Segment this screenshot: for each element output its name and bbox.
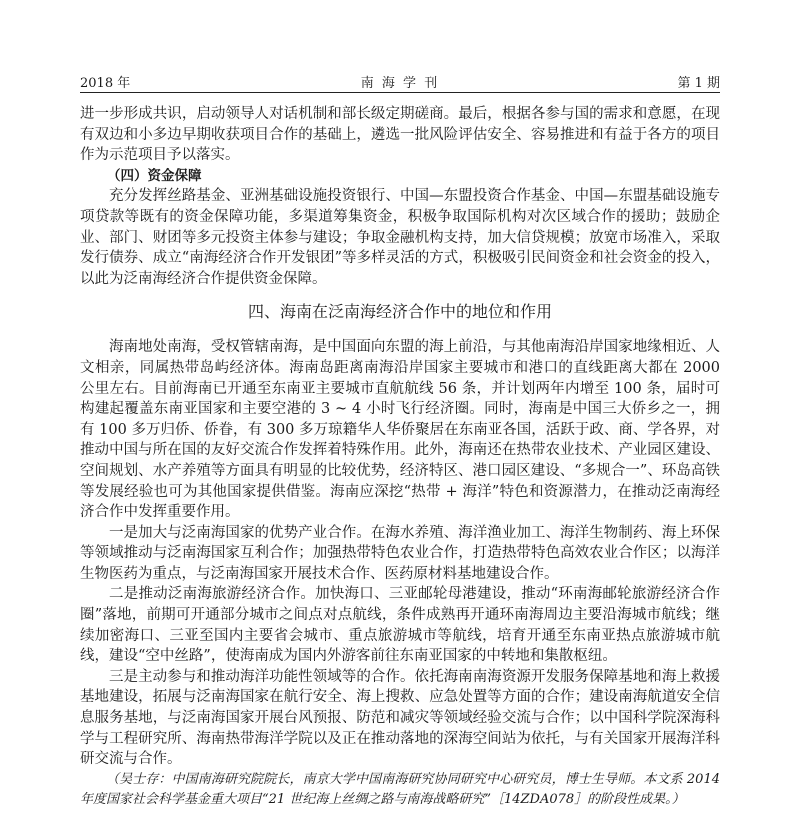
header-journal-title: 南 海 学 刊: [360, 76, 440, 91]
header-issue: 第 1 期: [677, 76, 720, 91]
header-year: 2018 年: [80, 76, 131, 91]
article-body: [80, 104, 720, 811]
position-paragraph: 海南地处南海，受权管辖南海，是中国面向东盟的海上前沿，与其他南海沿岸国家地缘相近、人文相亲，同属热带岛屿经济体。海南岛距离南海沿岸国家主要城市和港口的直线距离大都在 2000 公里左右。目前海南已开通至东南亚主要城市直航航线 56 条，并计划两年内增至 100 条，届时可构建起覆盖东南亚国家和主要空港的 3 ~ 4 小时飞行经济圈。同时，海南是中国三大侨乡之一，拥有 100 多万归侨、侨眷，有 300 多万琼籍华人华侨聚居在东南亚各国，活跃于政、商、学各界，对推动中国与所在国的友好交流合作发挥着特殊作用。此外，海南还在热带农业技术、产业园区建设、空间规划、水产养殖等方面具有明显的比较优势，经济特区、港口园区建设、“多规合一”、环岛高铁等发展经验也可为其他国家提供借鉴。海南应深挖“热带 + 海洋”特色和资源潜力，在推动泛南海经济合作中发挥重要作用。: [80, 339, 720, 521]
point-two-paragraph: 二是推动泛南海旅游经济合作。加快海口、三亚邮轮母港建设，推动“环南海邮轮旅游经济合作圈”落地，前期可开通部分城市之间点对点航线，条件成熟再开通环南海周边主要沿海城市航线；继续加密海口、三亚至国内主要省会城市、重点旅游城市等航线，培育开通至东南亚热点旅游城市航线，建设“空中丝路”，使海南成为国内外游客前往东南亚国家的中转地和集散枢纽。: [80, 586, 720, 665]
subsection-heading-funding: （四）资金保障: [107, 167, 202, 184]
running-header: [80, 72, 720, 93]
point-one-paragraph: 一是加大与泛南海国家的优势产业合作。在海水养殖、海洋渔业加工、海洋生物制药、海上环保等领域推动与泛南海国家互利合作；加强热带特色农业合作，打造热带特色高效农业合作区；以海洋生物医药为重点，与泛南海国家开展技术合作、医药原材料基地建设合作。: [80, 524, 720, 582]
point-three-paragraph: 三是主动参与和推动海洋功能性领域等的合作。依托海南南海资源开发服务保障基地和海上救援基地建设，拓展与泛南海国家在航行安全、海上搜救、应急处置等方面的合作；建设南海航道安全信息服务基地，与泛南海国家开展台风预报、防范和减灾等领域经验交流与合作；以中国科学院深海科学与工程研究所、海南热带海洋学院以及正在推动落地的深海空间站为依托，与有关国家开展海洋科研交流与合作。: [80, 668, 720, 768]
section-title: 四、海南在泛南海经济合作中的地位和作用: [247, 302, 552, 322]
funding-paragraph: 充分发挥丝路基金、亚洲基础设施投资银行、中国—东盟投资合作基金、中国—东盟基础设施专项贷款等既有的资金保障功能，多渠道筹集资金，积极争取国际机构对次区域合作的援助；鼓励企业、部门、财团等多元投资主体参与建设；争取金融机构支持，加大信贷规模；放宽市场准入，采取发行债券、成立“南海经济合作开发银团”等多样灵活的方式，积极吸引民间资金和社会资金的投入，以此为泛南海经济合作提供资金保障。: [80, 188, 720, 287]
intro-paragraph: 进一步形成共识，启动领导人对话机制和部长级定期磋商。最后，根据各参与国的需求和意愿，在现有双边和小多边早期收获项目合作的基础上，遴选一批风险评估安全、容易推进和有益于各方的项目作为示范项目予以落实。: [80, 106, 720, 164]
author-note: （吴士存：中国南海研究院院长，南京大学中国南海研究协同研究中心研究员，博士生导师。本文系 2014 年度国家社会科学基金重大项目“21 世纪海上丝绸之路与南海战略研究”［14ZDA078］的阶段性成果。）: [80, 771, 720, 808]
